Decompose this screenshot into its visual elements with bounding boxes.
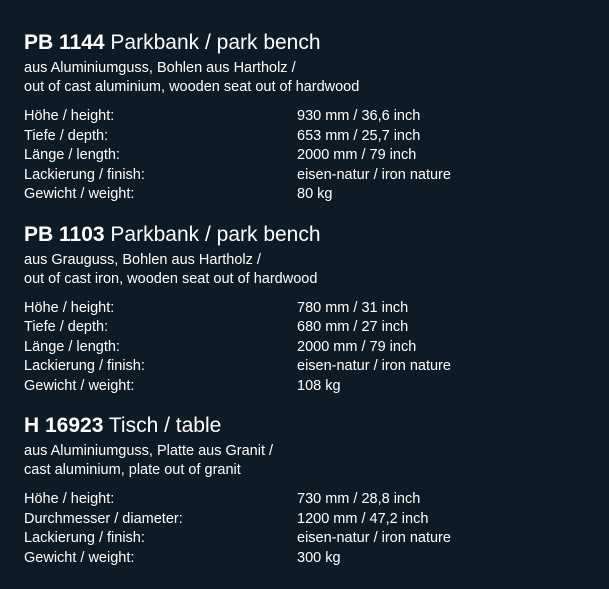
spec-label-length: Länge / length: <box>24 147 120 163</box>
product-code: PB 1103 <box>24 222 105 246</box>
spec-value-height: 730 mm / 28,8 inch <box>297 491 421 507</box>
description-line-en: out of cast aluminium, wooden seat out of hardwood <box>24 79 360 95</box>
spec-value-length: 2000 mm / 79 inch <box>297 338 417 355</box>
spec-label-finish: Lackierung / finish: <box>24 166 145 183</box>
spec-label-depth: Tiefe / depth: <box>24 319 109 335</box>
spec-label-weight: Gewicht / weight: <box>24 549 135 566</box>
description-line-de: aus Aluminiumguss, Platte aus Granit / <box>24 443 274 459</box>
product-pb-1144 <box>24 30 594 205</box>
spec-value-finish: eisen-natur / iron nature <box>297 166 451 183</box>
spec-table <box>24 490 594 568</box>
description-line-de: aus Aluminiumguss, Bohlen aus Hartholz / <box>24 60 296 76</box>
spec-value-diameter: 1200 mm / 47,2 inch <box>297 510 429 527</box>
spec-value-height: 930 mm / 36,6 inch <box>297 108 421 124</box>
product-code: H 16923 <box>24 414 104 437</box>
spec-label-finish: Lackierung / finish: <box>24 358 145 374</box>
description-line-en: out of cast iron, wooden seat out of hardwood <box>24 270 318 287</box>
product-code: PB 1144 <box>24 31 105 54</box>
spec-label-weight: Gewicht / weight: <box>24 377 135 394</box>
spec-value-weight: 80 kg <box>297 186 333 202</box>
product-name: Parkbank / park bench <box>110 31 321 54</box>
spec-label-height: Höhe / height: <box>24 491 115 507</box>
spec-value-depth: 680 mm / 27 inch <box>297 319 409 335</box>
product-name: Tisch / table <box>108 414 222 437</box>
spec-label-weight: Gewicht / weight: <box>24 186 135 202</box>
product-title <box>24 222 594 248</box>
spec-value-height: 780 mm / 31 inch <box>297 299 409 316</box>
spec-value-weight: 108 kg <box>297 377 341 394</box>
product-description <box>24 251 594 289</box>
spec-table <box>24 107 594 205</box>
spec-value-weight: 300 kg <box>297 549 341 566</box>
spec-value-finish: eisen-natur / iron nature <box>297 358 451 374</box>
spec-label-length: Länge / length: <box>24 338 120 355</box>
spec-label-height: Höhe / height: <box>24 299 115 316</box>
description-line-en: cast aluminium, plate out of granit <box>24 462 241 478</box>
spec-label-finish: Lackierung / finish: <box>24 530 145 546</box>
spec-table <box>24 299 594 397</box>
product-title <box>24 413 594 439</box>
spec-value-finish: eisen-natur / iron nature <box>297 530 451 546</box>
spec-label-depth: Tiefe / depth: <box>24 127 109 144</box>
spec-label-height: Höhe / height: <box>24 108 115 124</box>
product-name: Parkbank / park bench <box>110 222 321 246</box>
product-description <box>24 442 594 480</box>
product-list <box>24 30 594 585</box>
product-h-16923 <box>24 413 594 568</box>
spec-label-diameter: Durchmesser / diameter: <box>24 510 183 527</box>
product-description <box>24 59 594 97</box>
product-title <box>24 30 594 56</box>
description-line-de: aus Grauguss, Bohlen aus Hartholz / <box>24 251 261 268</box>
product-pb-1103 <box>24 222 594 397</box>
spec-value-depth: 653 mm / 25,7 inch <box>297 127 421 144</box>
spec-value-length: 2000 mm / 79 inch <box>297 147 417 163</box>
